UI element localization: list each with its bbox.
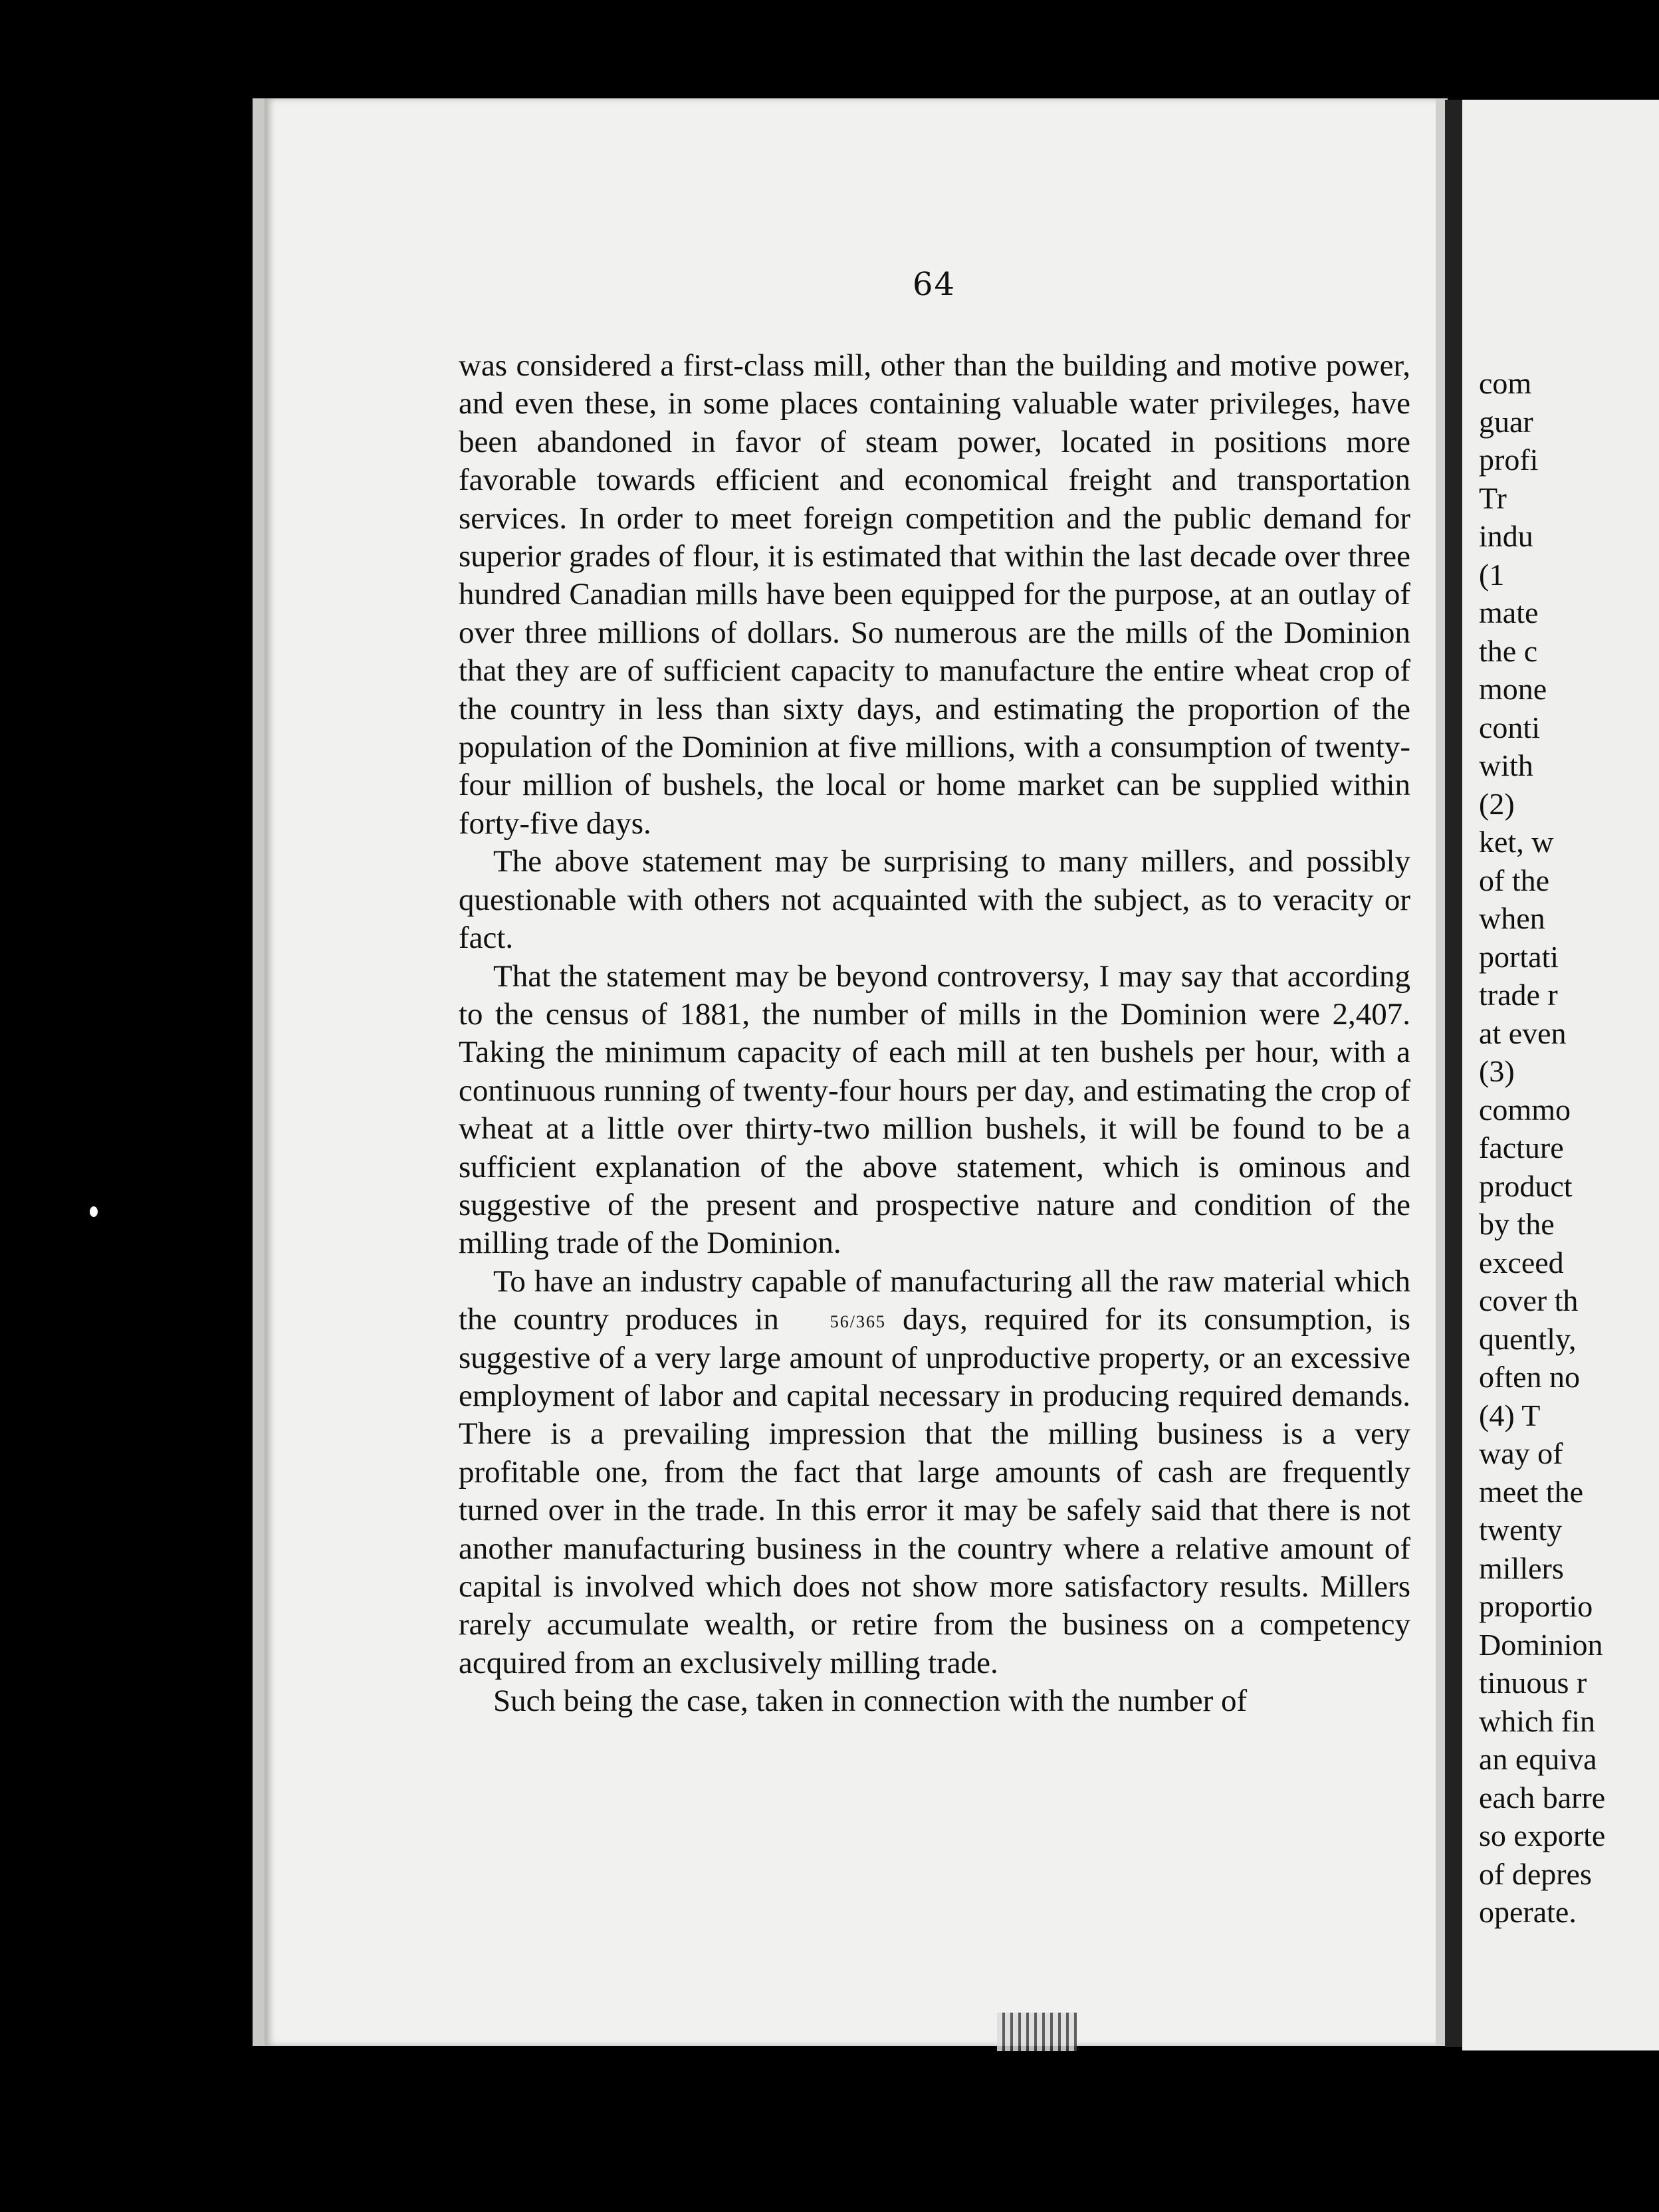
right-page-line: mone — [1479, 672, 1547, 706]
right-page-line: often no — [1479, 1360, 1581, 1394]
paragraph-5: Such being the case, taken in connection with the number of — [493, 1684, 1248, 1719]
paragraph-3: That the statement may be beyond controversy, I may say that according to the census of 1881, the number of mills in the Dominion were 2,407. Taking the minimum capacity of each mill at ten bushels per hour, with a continuous running of twenty-four hours per day, and estimating the crop of wheat at a little over thirty-two million bushels, it will be found to be a sufficient explanation of the above statement, which is ominous and suggestive of the present and prospective nature and condition of the milling trade of the Dominion. — [459, 958, 1410, 1261]
right-page-line: exceed — [1479, 1245, 1564, 1279]
fraction: 56/365 — [830, 1312, 887, 1332]
right-page-line: millers — [1479, 1551, 1564, 1585]
right-page-line: meet the — [1479, 1474, 1584, 1509]
right-page-line: which fin — [1479, 1704, 1596, 1738]
paragraph-1: was considered a first-class mill, other than the building and motive power, and even these, in some places containing valuable water privileges, have been abandoned in favor of steam power, located in positions more favorable towards efficient and economical freight and transportation services. In order to meet foreign competition and the public demand for superior grades of flour, it is estimated that within the last decade over three hundred Canadian mills have been equipped for the purpose, at an outlay of over three millions of dollars. So numerous are the mills of the Dominion that they are of sufficient capacity to manufacture the entire wheat crop of the country in less than sixty days, and estimating the proportion of the population of the Dominion at five millions, with a consumption of twenty-four million of bushels, the local or home market can be supplied within forty-five days. — [459, 348, 1410, 841]
right-page-text — [1479, 364, 1659, 1932]
right-page-line: of depres — [1479, 1856, 1592, 1891]
right-page-line: portati — [1479, 939, 1559, 974]
right-page-line: Dominion — [1479, 1627, 1603, 1662]
right-page-line: way of — [1479, 1436, 1563, 1470]
paragraph-4-after: days, required for its consumption, is suggestive of a very large amount of unproductive property, or an excessive employment of labor and capital necessary in producing required demands. There is a prevailing impression that the milling business is a very profitable one, from the fact that large amounts of cash are frequently turned over in the trade. In this error it may be safely said that there is not another manufacturing business in the country where a relative amount of capital is involved which does not show more satisfactory results. Millers rarely accumulate wealth, or retire from the business on a competency acquired from an exclusively milling trade. — [459, 1302, 1411, 1680]
binding-stamp — [997, 2013, 1077, 2051]
right-page-line: by the — [1479, 1207, 1555, 1241]
right-page-line: facture — [1479, 1131, 1564, 1164]
right-page-line: quently, — [1479, 1321, 1577, 1356]
right-page-line: commo — [1479, 1092, 1571, 1127]
right-page-line: with — [1479, 748, 1533, 782]
right-page-line: twenty — [1479, 1513, 1563, 1547]
right-page-line: the c — [1479, 633, 1538, 668]
right-page-line: (1 — [1479, 557, 1505, 592]
right-page-line: ket, w — [1479, 825, 1554, 859]
book-spine — [1445, 100, 1462, 2047]
right-page-line: mate — [1479, 596, 1539, 629]
right-page-line: of the — [1479, 863, 1550, 897]
right-page-line: com — [1479, 366, 1532, 400]
right-page-line: guar — [1479, 404, 1533, 439]
right-page-line: cover th — [1479, 1283, 1579, 1317]
right-page-line: so exporte — [1479, 1819, 1606, 1852]
scan-speck — [90, 1206, 98, 1217]
right-page-line: conti — [1479, 710, 1540, 744]
paragraph-4 — [459, 1263, 1410, 1682]
right-page-line: (4) T — [1479, 1398, 1541, 1432]
page-gutter — [1436, 98, 1445, 2046]
right-page-line: Tr — [1479, 481, 1507, 515]
right-page-line: at even — [1479, 1016, 1567, 1050]
right-page-line: indu — [1479, 519, 1533, 553]
page-number: 64 — [913, 266, 956, 303]
paragraph-2: The above statement may be surprising to many millers, and possibly questionable with others not acquainted with the subject, as to veracity or fact. — [459, 844, 1410, 956]
body-text — [459, 347, 1410, 1721]
right-page-line: (3) — [1479, 1054, 1515, 1088]
paragraph-4-before: To have an industry capable of manufacturing all the raw material which the country produces in — [459, 1264, 1410, 1337]
right-page-line: proportio — [1479, 1589, 1593, 1623]
right-page-line: product — [1479, 1168, 1573, 1203]
right-page-line: profi — [1479, 443, 1539, 477]
right-page-line: tinuous r — [1479, 1666, 1587, 1700]
right-page-line: when — [1479, 901, 1545, 935]
right-page-line: an equiva — [1479, 1742, 1597, 1776]
right-page-line: each barre — [1479, 1780, 1606, 1815]
right-page-line: operate. — [1479, 1895, 1577, 1929]
right-page-line: trade r — [1479, 978, 1558, 1012]
right-page-line: (2) — [1479, 786, 1515, 821]
